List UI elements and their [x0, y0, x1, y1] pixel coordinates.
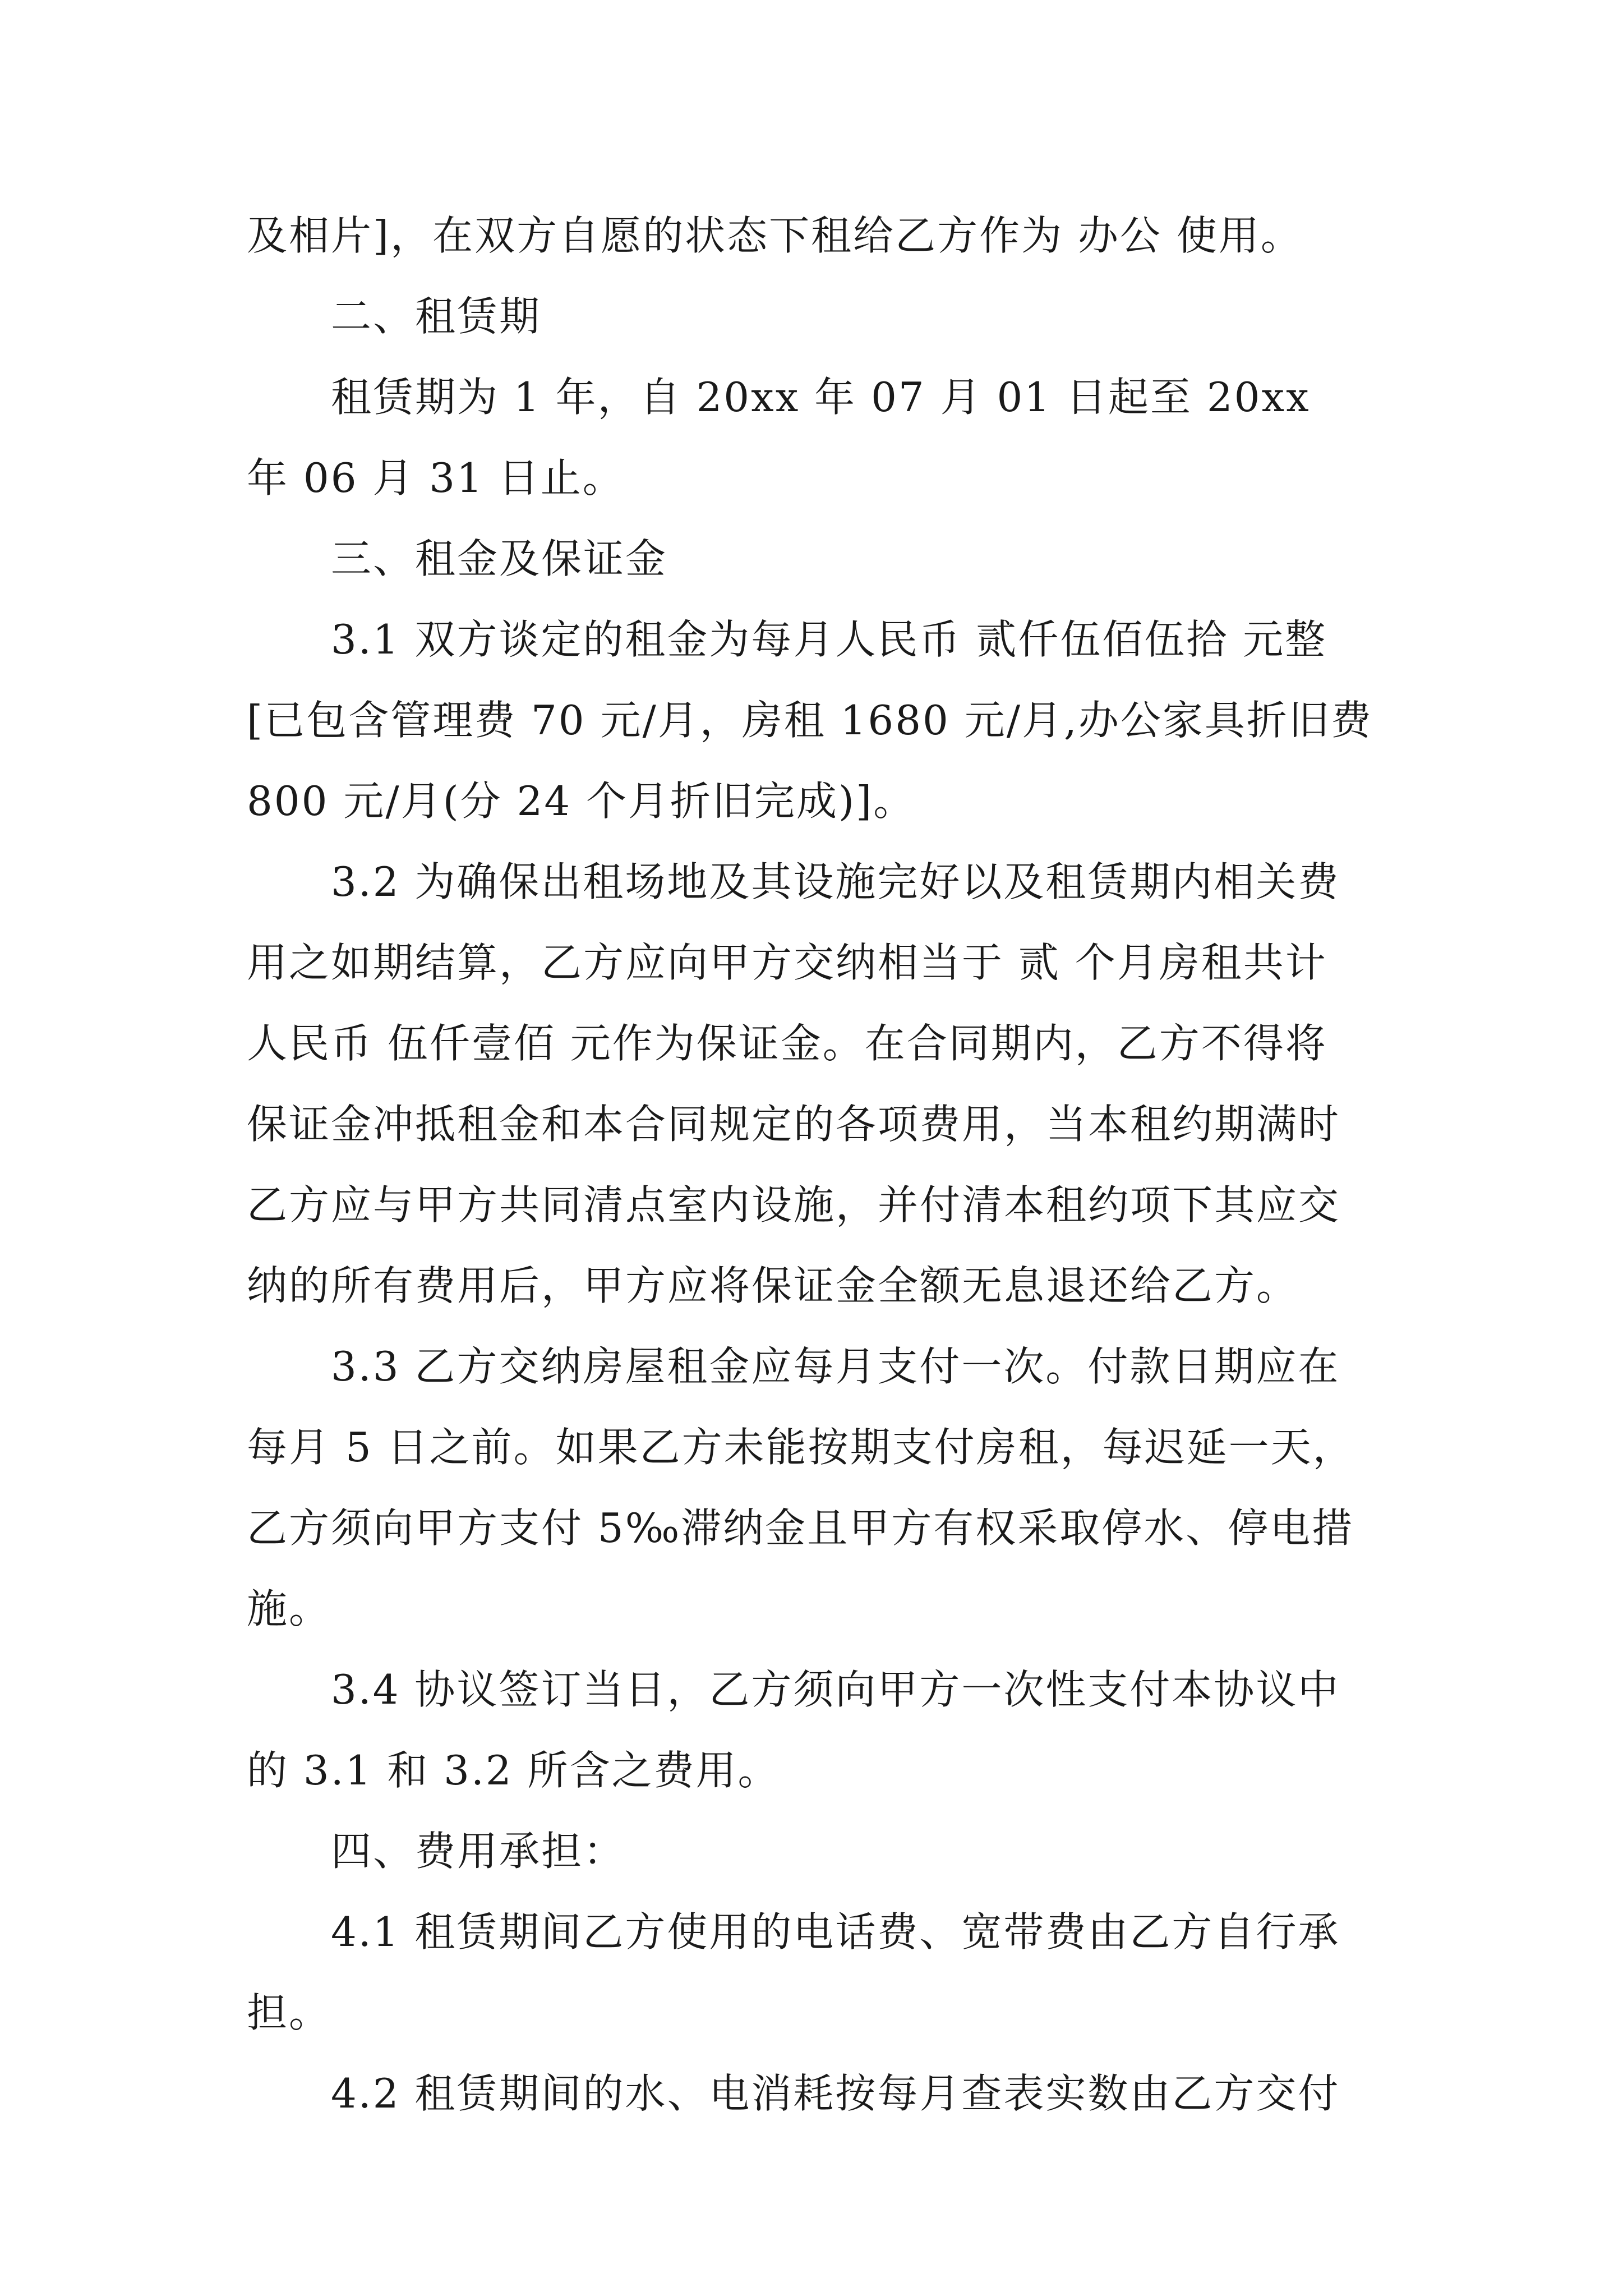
section-heading: 四、费用承担：: [331, 1828, 626, 1875]
text-line: [已包含管理费 70 元/月，房租 1680 元/月,办公家具折旧费: [247, 697, 1373, 744]
text-line: 人民币 伍仟壹佰 元作为保证金。在合同期内，乙方不得将: [247, 1020, 1327, 1067]
text-line: 施。: [247, 1585, 331, 1632]
text-line: 乙方应与甲方共同清点室内设施，并付清本租约项下其应交: [247, 1181, 1341, 1228]
text-line: 4.2 租赁期间的水、电消耗按每月查表实数由乙方交付: [331, 2070, 1340, 2117]
text-line: 租赁期为 1 年，自 20xx 年 07 月 01 日起至 20xx: [331, 374, 1311, 421]
text-line: 4.1 租赁期间乙方使用的电话费、宽带费由乙方自行承: [331, 1908, 1340, 1955]
text-line: 用之如期结算，乙方应向甲方交纳相当于 贰 个月房租共计: [247, 939, 1327, 986]
text-line: 及相片]，在双方自愿的状态下租给乙方作为 办公 使用。: [247, 212, 1303, 259]
text-line: 3.4 协议签订当日，乙方须向甲方一次性支付本协议中: [331, 1666, 1340, 1713]
text-line: 3.3 乙方交纳房屋租金应每月支付一次。付款日期应在: [331, 1343, 1340, 1390]
section-heading: 二、租赁期: [331, 293, 542, 340]
text-line: 3.2 为确保出租场地及其设施完好以及租赁期内相关费: [331, 858, 1340, 905]
text-line: 每月 5 日之前。如果乙方未能按期支付房租，每迟延一天，: [247, 1424, 1355, 1471]
text-line: 保证金冲抵租金和本合同规定的各项费用，当本租约期满时: [247, 1101, 1341, 1148]
text-line: 3.1 双方谈定的租金为每月人民币 贰仟伍佰伍拾 元整: [331, 616, 1327, 663]
text-line: 800 元/月(分 24 个月折旧完成)]。: [247, 777, 916, 825]
section-heading: 三、租金及保证金: [331, 535, 668, 582]
text-line: 的 3.1 和 3.2 所含之费用。: [247, 1747, 780, 1794]
text-line: 乙方须向甲方支付 5‰滞纳金且甲方有权采取停水、停电措: [247, 1504, 1354, 1552]
text-line: 年 06 月 31 日止。: [247, 454, 625, 501]
text-line: 纳的所有费用后，甲方应将保证金全额无息退还给乙方。: [247, 1262, 1299, 1309]
text-line: 担。: [247, 1989, 331, 2036]
